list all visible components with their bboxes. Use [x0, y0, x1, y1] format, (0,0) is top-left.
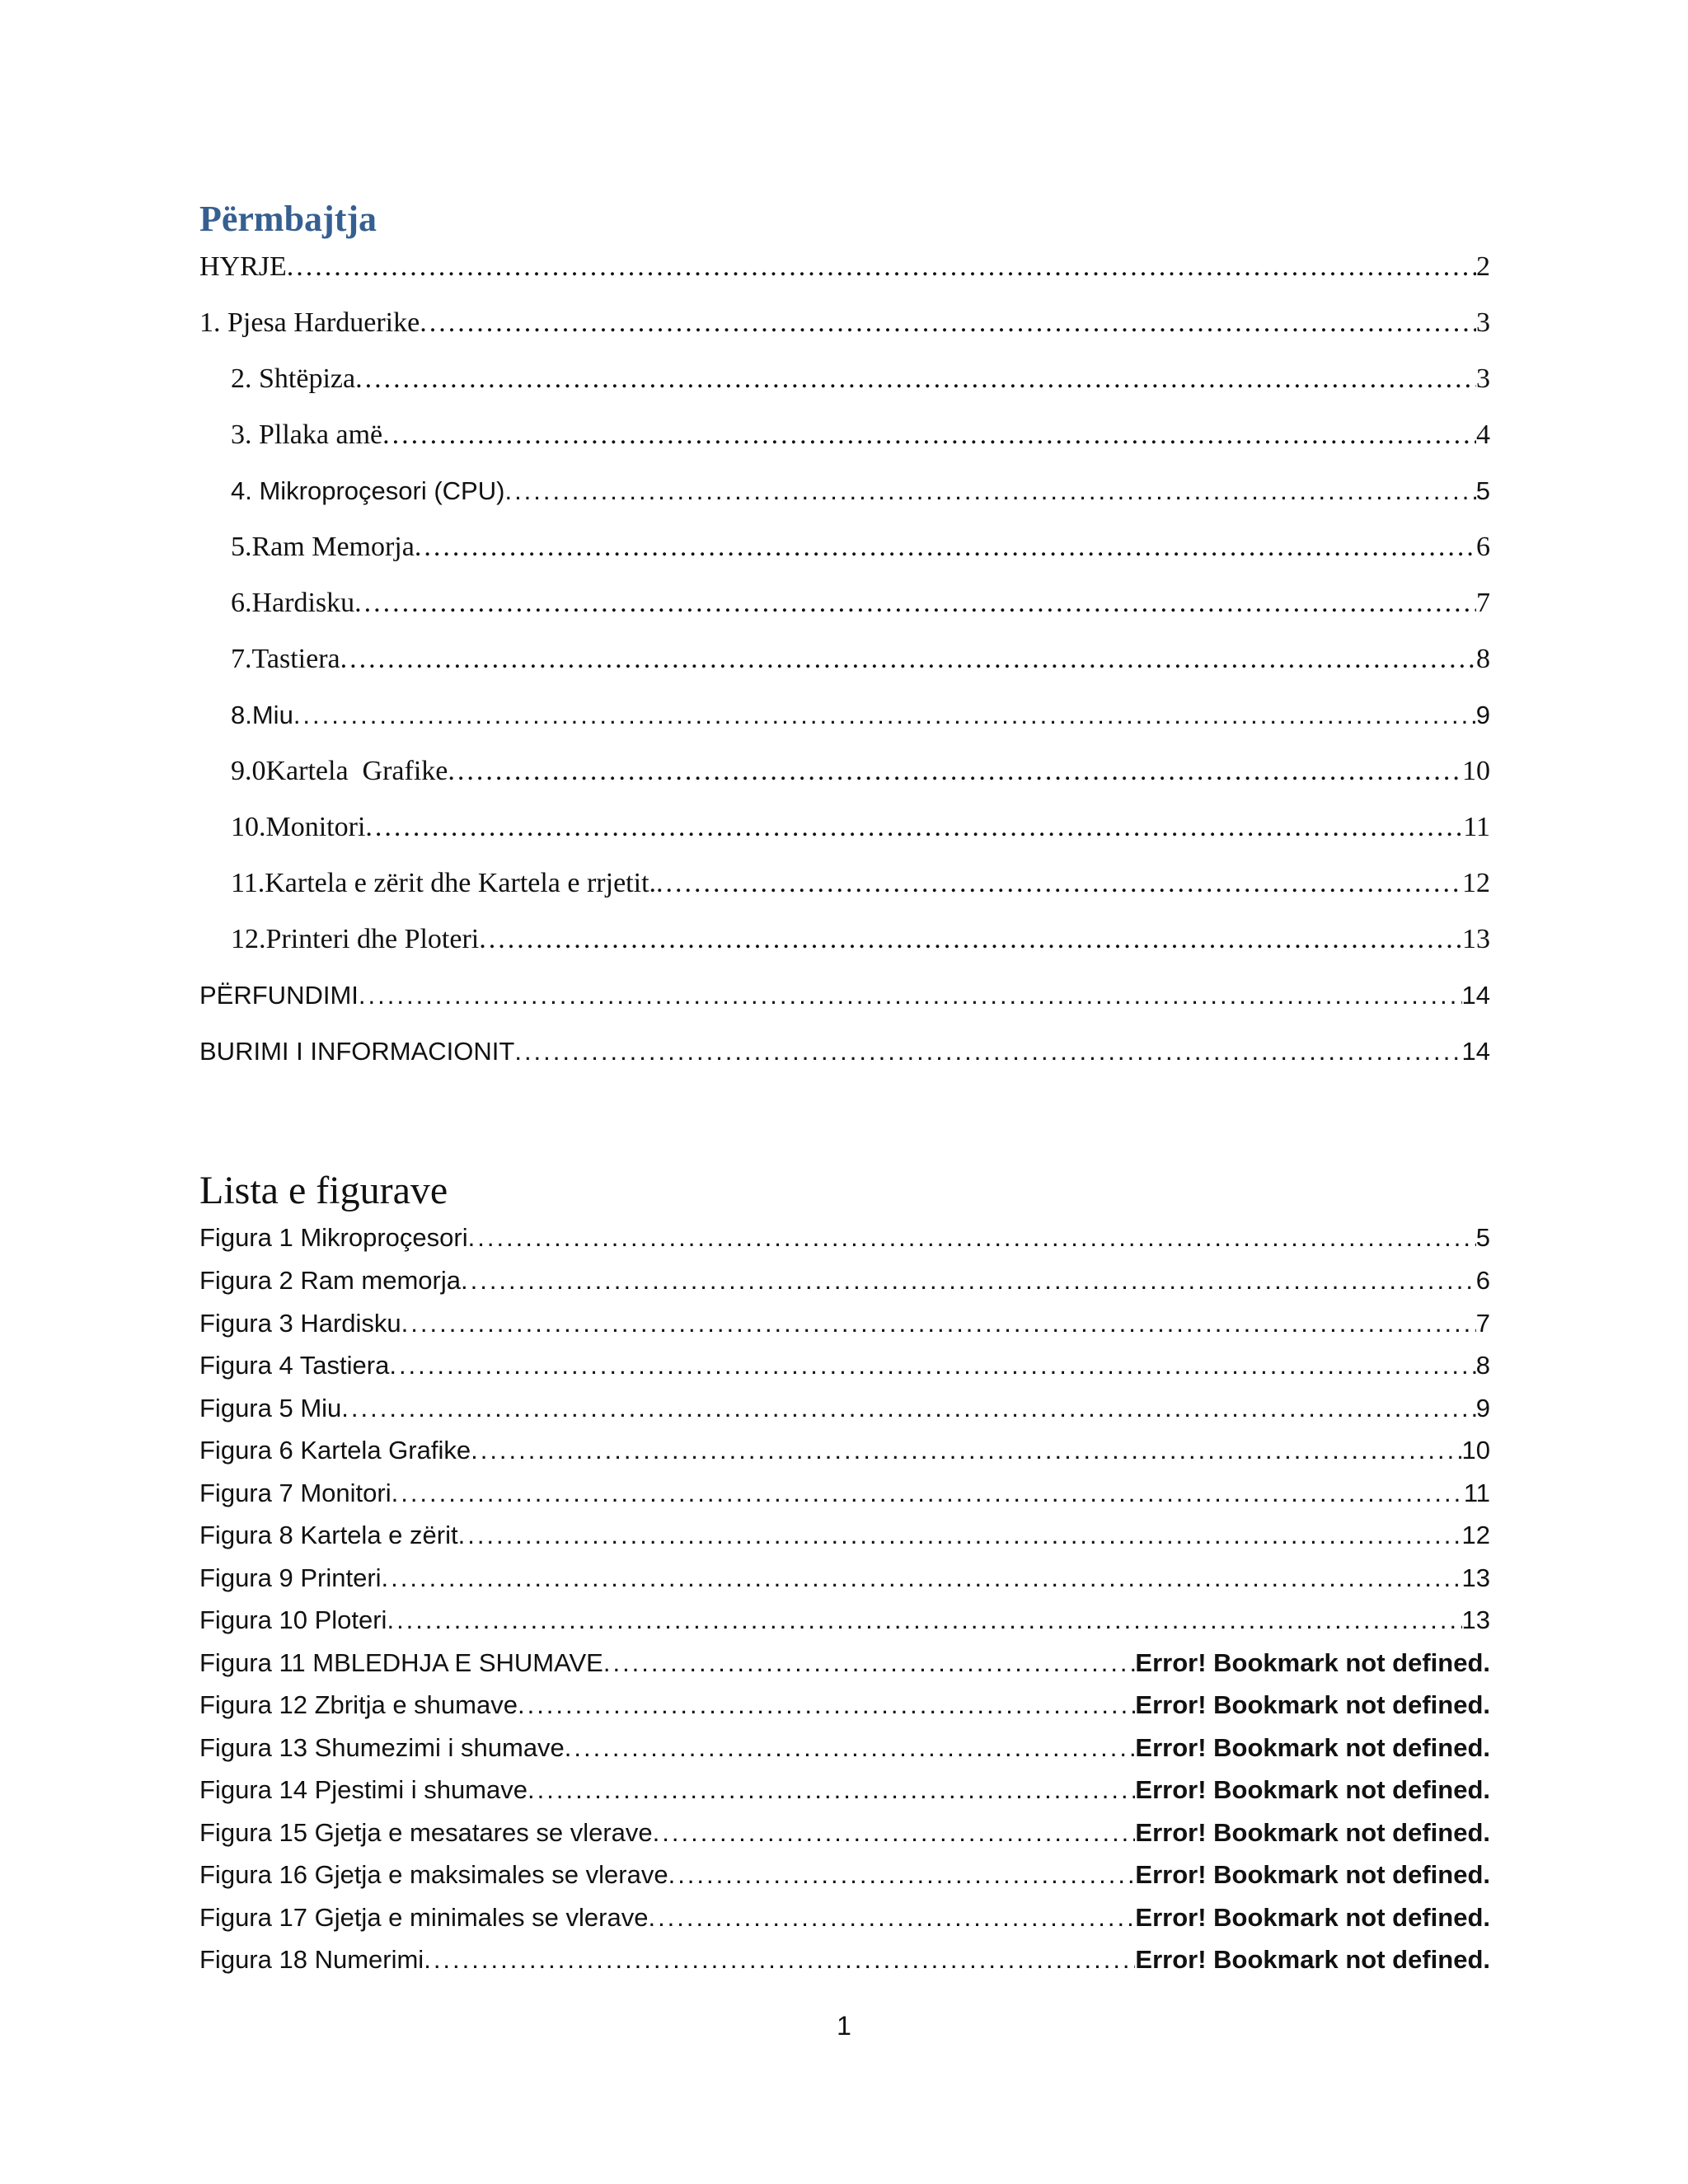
bookmark-error-text: Error! Bookmark not defined. — [1135, 1733, 1490, 1762]
toc-entry-page: 9 — [1475, 701, 1490, 729]
dot-leader — [518, 1689, 1135, 1722]
toc-entry-monitori[interactable] — [231, 809, 1490, 846]
figure-entry[interactable] — [199, 1562, 1490, 1595]
dot-leader — [648, 1901, 1135, 1934]
figure-entry-page: 6 — [1475, 1266, 1490, 1295]
figure-entry[interactable] — [199, 1816, 1490, 1849]
figure-entry-label: Figura 13 Shumezimi i shumave — [199, 1733, 565, 1762]
figure-entry-page: 10 — [1461, 1436, 1490, 1465]
toc-entry-label: BURIMI I INFORMACIONIT — [199, 1037, 515, 1066]
figure-entry[interactable] — [199, 1264, 1490, 1297]
dot-leader — [401, 1307, 1476, 1340]
dot-leader — [668, 1858, 1136, 1891]
figure-entry[interactable] — [199, 1519, 1490, 1552]
toc-entry-label: PËRFUNDIMI — [199, 981, 359, 1010]
figure-entry[interactable] — [199, 1858, 1490, 1891]
figure-entry-page: 13 — [1461, 1563, 1490, 1592]
toc-entry-label: 9.0Kartela Grafike — [231, 756, 448, 786]
figure-entry-label: Figura 9 Printeri — [199, 1563, 382, 1592]
dot-leader — [461, 1264, 1476, 1297]
toc-entry-label: 1. Pjesa Harduerike — [199, 307, 420, 338]
dot-leader — [392, 1477, 1464, 1510]
figure-entry-label: Figura 8 Kartela e zërit — [199, 1521, 458, 1549]
bookmark-error-text: Error! Bookmark not defined. — [1135, 1945, 1490, 1974]
bookmark-error-text: Error! Bookmark not defined. — [1135, 1903, 1490, 1932]
figure-entry-page: 12 — [1461, 1521, 1490, 1549]
toc-entry-pjesa-harduerike[interactable] — [199, 305, 1490, 341]
dot-leader — [341, 1392, 1475, 1425]
toc-heading: Përmbajtja — [199, 199, 377, 239]
figure-entry[interactable] — [199, 1392, 1490, 1425]
figure-entry[interactable] — [199, 1732, 1490, 1765]
dot-leader — [287, 249, 1476, 285]
dot-leader — [504, 473, 1475, 509]
figure-entry[interactable] — [199, 1434, 1490, 1467]
toc-entry-page: 12 — [1462, 868, 1490, 898]
figure-entry[interactable] — [199, 1647, 1490, 1680]
toc-entry-label: 11.Kartela e zërit dhe Kartela e rrjetit. — [231, 868, 657, 898]
dot-leader — [458, 1519, 1462, 1552]
figure-entry[interactable] — [199, 1774, 1490, 1807]
dot-leader — [382, 1562, 1462, 1595]
figure-entry-label: Figura 18 Numerimi — [199, 1945, 424, 1974]
toc-entry-label: 6.Hardisku — [231, 588, 355, 618]
toc-entry-label: HYRJE — [199, 251, 287, 282]
dot-leader — [355, 361, 1476, 397]
figure-entry-label: Figura 11 MBLEDHJA E SHUMAVE — [199, 1648, 603, 1677]
dot-leader — [565, 1732, 1136, 1765]
figure-entry[interactable] — [199, 1307, 1490, 1340]
toc-entry-label: 10.Monitori — [231, 812, 366, 842]
bookmark-error-text: Error! Bookmark not defined. — [1135, 1818, 1490, 1847]
dot-leader — [468, 1221, 1476, 1254]
figure-entry[interactable] — [199, 1349, 1490, 1382]
toc-entry-ram-memorja[interactable] — [231, 529, 1490, 565]
figure-entry-label: Figura 4 Tastiera — [199, 1351, 390, 1380]
dot-leader — [365, 809, 1463, 846]
bookmark-error-text: Error! Bookmark not defined. — [1135, 1690, 1490, 1719]
toc-entry-shtepiza[interactable] — [231, 361, 1490, 397]
figure-entry-label: Figura 7 Monitori — [199, 1479, 392, 1507]
dot-leader — [389, 1349, 1475, 1382]
dot-leader — [420, 305, 1476, 341]
dot-leader — [514, 1033, 1461, 1070]
figure-entry[interactable] — [199, 1689, 1490, 1722]
toc-entry-page: 6 — [1476, 532, 1490, 562]
dot-leader — [603, 1647, 1136, 1680]
figure-entry-page: 11 — [1463, 1479, 1490, 1507]
toc-entry-page: 2 — [1476, 251, 1490, 282]
toc-entry-page: 3 — [1476, 307, 1490, 338]
bookmark-error-text: Error! Bookmark not defined. — [1135, 1648, 1490, 1677]
figure-entry-label: Figura 14 Pjestimi i shumave — [199, 1775, 528, 1804]
toc-entry-hardisku[interactable] — [231, 585, 1490, 621]
toc-entry-burimi[interactable] — [199, 1033, 1490, 1070]
figures-heading: Lista e figurave — [199, 1169, 448, 1212]
toc-entry-page: 11 — [1463, 812, 1490, 842]
toc-entry-miu[interactable] — [231, 697, 1490, 733]
figure-entry-label: Figura 10 Ploteri — [199, 1605, 387, 1634]
dot-leader — [653, 1816, 1136, 1849]
dot-leader — [528, 1774, 1135, 1807]
dot-leader — [448, 753, 1462, 790]
toc-entry-kartela-zerit[interactable] — [231, 865, 1490, 902]
toc-entry-page: 14 — [1461, 981, 1490, 1010]
toc-entry-label: 3. Pllaka amë — [231, 419, 383, 450]
figure-entry-label: Figura 5 Miu — [199, 1394, 342, 1422]
figure-entry-page: 7 — [1475, 1309, 1490, 1338]
dot-leader — [424, 1943, 1135, 1976]
toc-entry-label: 4. Mikroproçesori (CPU) — [231, 476, 505, 505]
figure-entry[interactable] — [199, 1477, 1490, 1510]
page-number: 1 — [837, 2011, 851, 2041]
figure-entry-page: 8 — [1475, 1351, 1490, 1380]
toc-entry-label: 8.Miu — [231, 701, 293, 729]
toc-entry-hyrje[interactable] — [199, 249, 1490, 285]
toc-entry-page: 7 — [1476, 588, 1490, 618]
dot-leader — [382, 417, 1476, 453]
figure-entry-label: Figura 6 Kartela Grafike — [199, 1436, 471, 1465]
figure-entry-label: Figura 3 Hardisku — [199, 1309, 401, 1338]
dot-leader — [415, 529, 1476, 565]
dot-leader — [387, 1604, 1461, 1637]
figure-entry[interactable] — [199, 1901, 1490, 1934]
figure-entry[interactable] — [199, 1604, 1490, 1637]
toc-entry-tastiera[interactable] — [231, 641, 1490, 677]
toc-entry-page: 3 — [1476, 363, 1490, 394]
toc-entry-page: 4 — [1476, 419, 1490, 450]
dot-leader — [656, 865, 1462, 902]
toc-entry-page: 14 — [1461, 1037, 1490, 1066]
toc-entry-page: 10 — [1462, 756, 1490, 786]
figure-entry-label: Figura 16 Gjetja e maksimales se vlerave — [199, 1860, 668, 1889]
figure-entry-page: 13 — [1461, 1605, 1490, 1634]
figure-entry-label: Figura 17 Gjetja e minimales se vlerave — [199, 1903, 649, 1932]
bookmark-error-text: Error! Bookmark not defined. — [1135, 1860, 1490, 1889]
dot-leader — [479, 921, 1462, 958]
toc-entry-label: 7.Tastiera — [231, 644, 340, 674]
toc-entry-label: 12.Printeri dhe Ploteri — [231, 924, 480, 954]
figure-entry-page: 9 — [1475, 1394, 1490, 1422]
dot-leader — [340, 641, 1476, 677]
figure-entry-label: Figura 15 Gjetja e mesatares se vlerave — [199, 1818, 653, 1847]
toc-entry-kartela-grafike[interactable] — [231, 753, 1490, 790]
toc-entry-printeri[interactable] — [231, 921, 1490, 958]
figure-entry[interactable] — [199, 1943, 1490, 1976]
figure-entry-label: Figura 12 Zbritja e shumave — [199, 1690, 518, 1719]
figure-entry-label: Figura 2 Ram memorja — [199, 1266, 461, 1295]
toc-entry-pllaka-ame[interactable] — [231, 417, 1490, 453]
toc-entry-label: 2. Shtëpiza — [231, 363, 356, 394]
toc-entry-page: 8 — [1476, 644, 1490, 674]
dot-leader — [293, 697, 1476, 733]
dot-leader — [471, 1434, 1461, 1467]
bookmark-error-text: Error! Bookmark not defined. — [1135, 1775, 1490, 1804]
figure-entry-label: Figura 1 Mikroproçesori — [199, 1223, 468, 1252]
toc-entry-page: 5 — [1475, 476, 1490, 505]
toc-entry-perfundimi[interactable] — [199, 977, 1490, 1014]
figure-entry-page: 5 — [1475, 1223, 1490, 1252]
toc-entry-mikroprocesori[interactable] — [231, 473, 1490, 509]
toc-entry-label: 5.Ram Memorja — [231, 532, 415, 562]
dot-leader — [354, 585, 1476, 621]
toc-entry-page: 13 — [1462, 924, 1490, 954]
figure-entry[interactable] — [199, 1221, 1490, 1254]
dot-leader — [359, 977, 1462, 1014]
